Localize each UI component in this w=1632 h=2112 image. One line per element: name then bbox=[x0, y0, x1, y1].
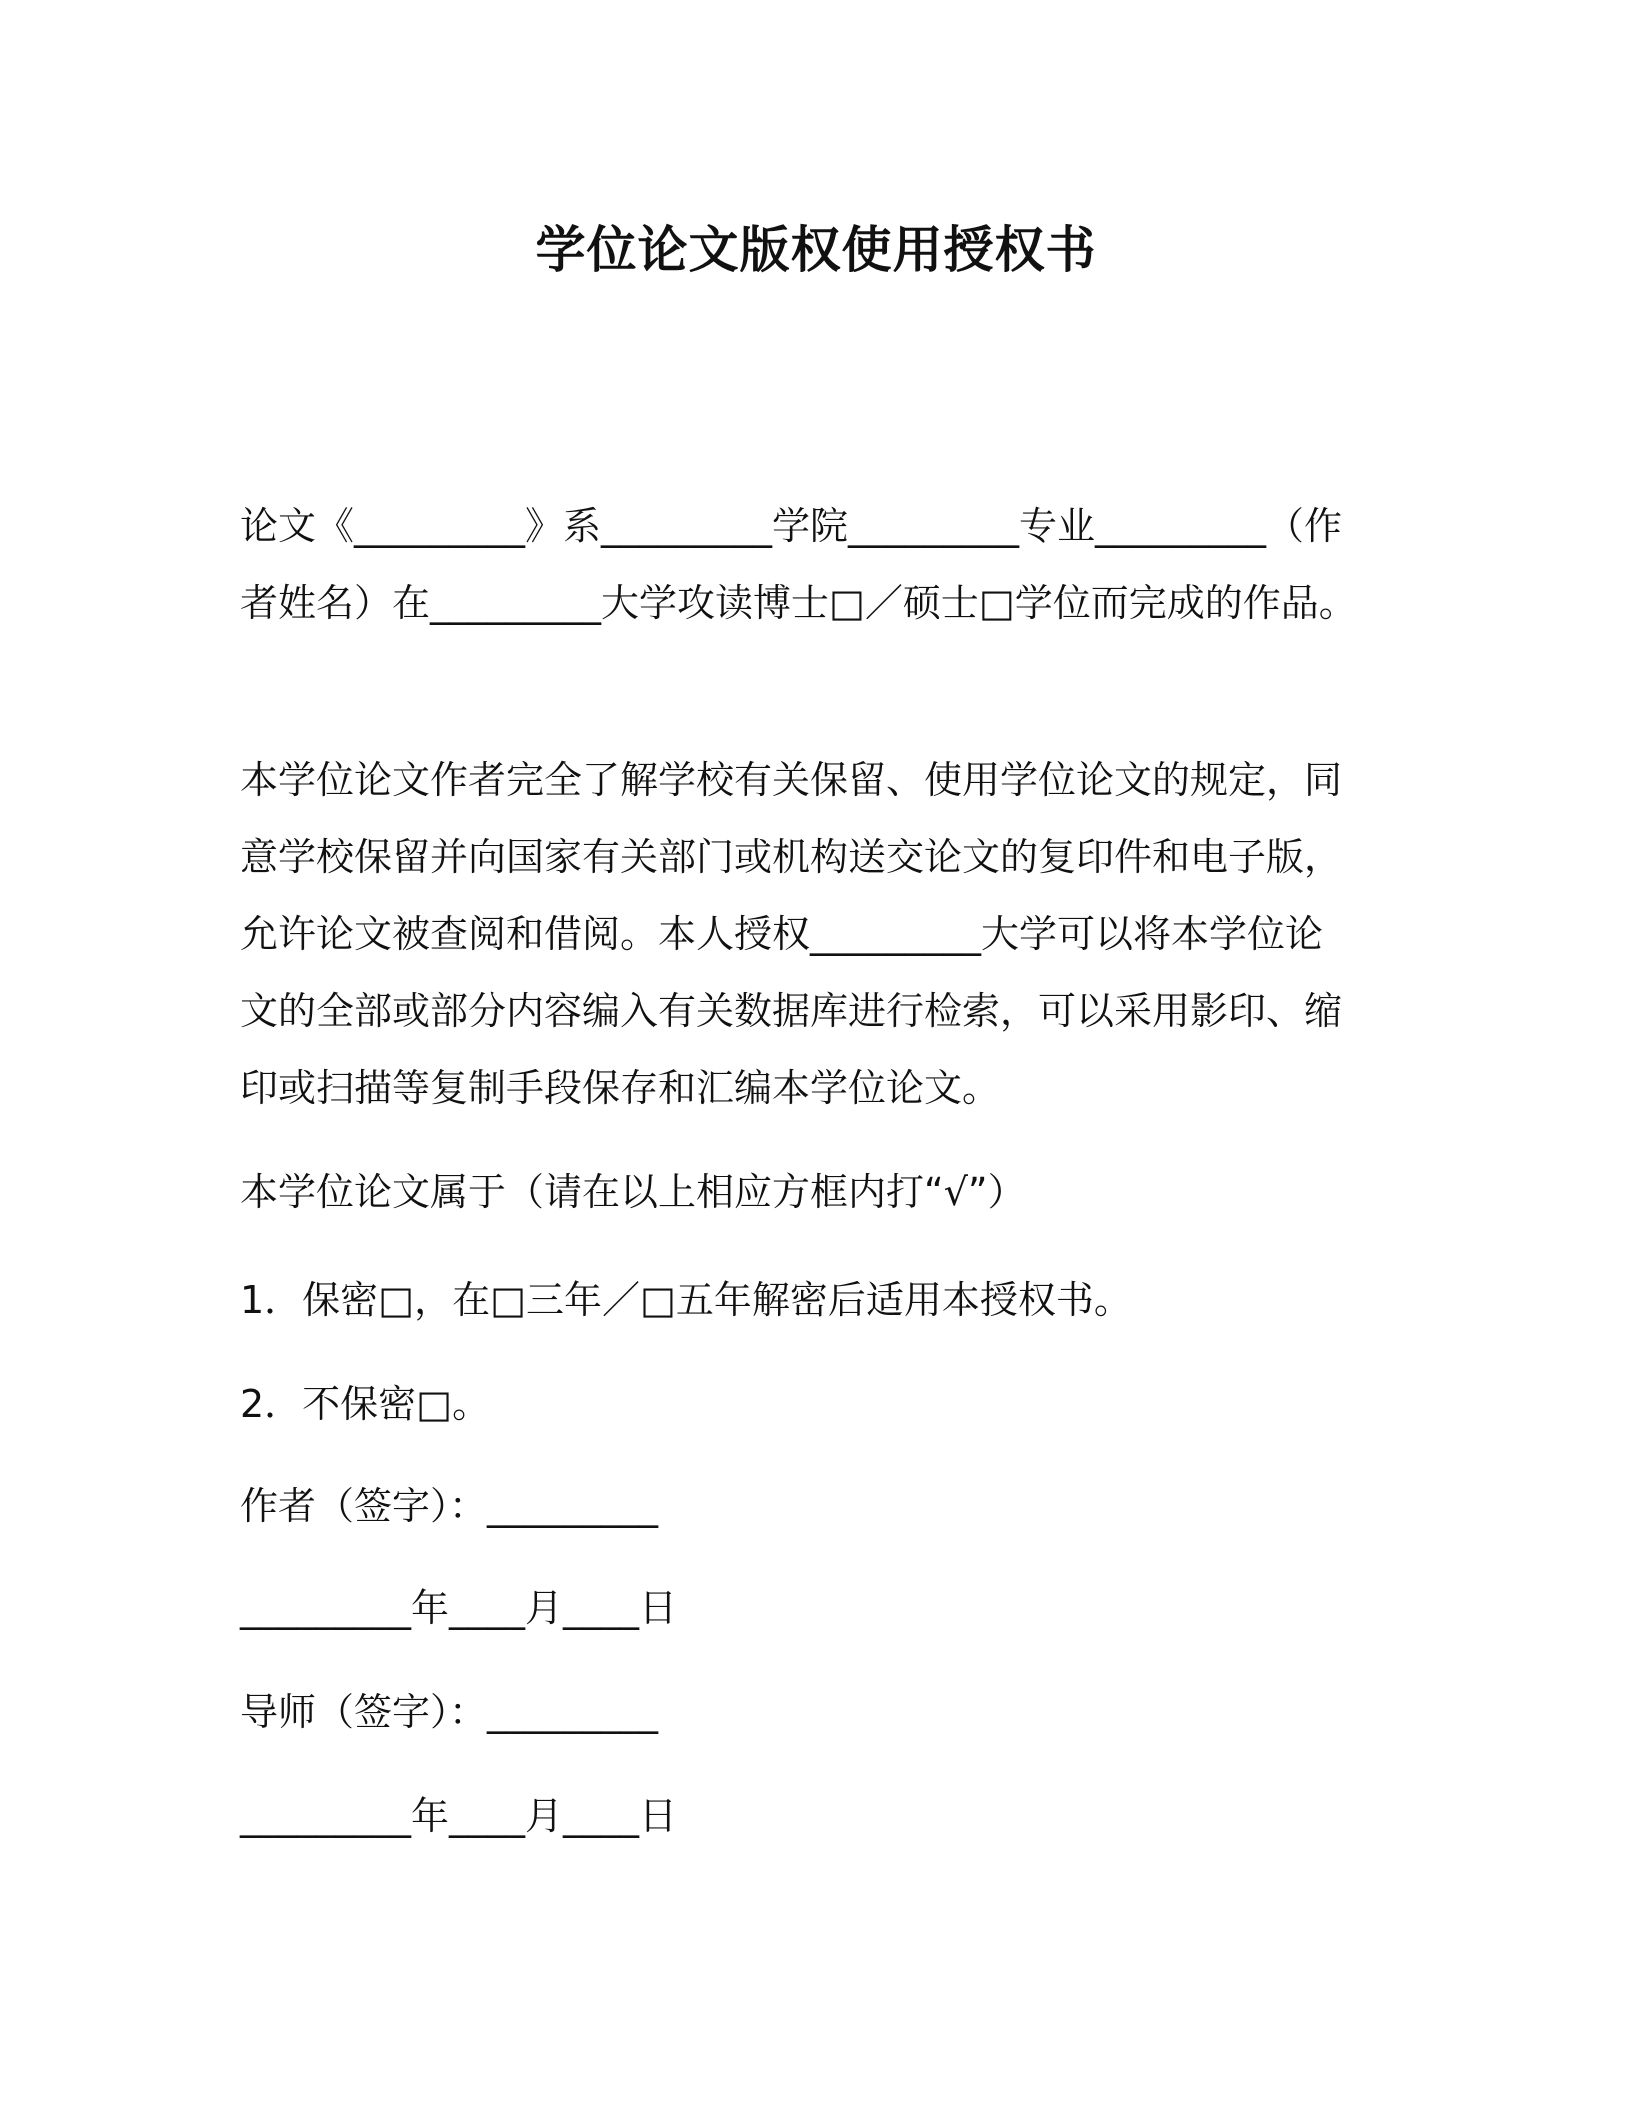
author-date-line: _________年____月____日 bbox=[240, 1586, 678, 1630]
author-signature-line: 作者（签字）：_________ bbox=[240, 1484, 659, 1528]
classification-intro: 本学位论文属于（请在以上相应方框内打“√”） bbox=[240, 1170, 1026, 1214]
paragraph-1-text: 论文《_________》系_________学院_________专业_________（作者姓名）在_________大学攻读博士□／硕士□学位而完成的作品。 bbox=[240, 504, 1357, 625]
advisor-signature-line: 导师（签字）：_________ bbox=[240, 1690, 659, 1734]
paragraph-authorization bbox=[240, 742, 1360, 1127]
advisor-date-line: _________年____月____日 bbox=[240, 1794, 678, 1838]
option-confidential: 1．保密□，在□三年／□五年解密后适用本授权书。 bbox=[240, 1278, 1132, 1322]
option-not-confidential: 2．不保密□。 bbox=[240, 1382, 491, 1426]
paragraph-thesis-info bbox=[240, 488, 1360, 642]
document-title: 学位论文版权使用授权书 bbox=[535, 221, 1097, 279]
paragraph-2-text: 本学位论文作者完全了解学校有关保留、使用学位论文的规定，同意学校保留并向国家有关部门或机构送交论文的复印件和电子版，允许论文被查阅和借阅。本人授权_________大学可以将本学位论文的全部或部分内容编入有关数据库进行检索，可以采用影印、缩印或扫描等复制手段保存和汇编本学位论文。 bbox=[240, 758, 1343, 1110]
